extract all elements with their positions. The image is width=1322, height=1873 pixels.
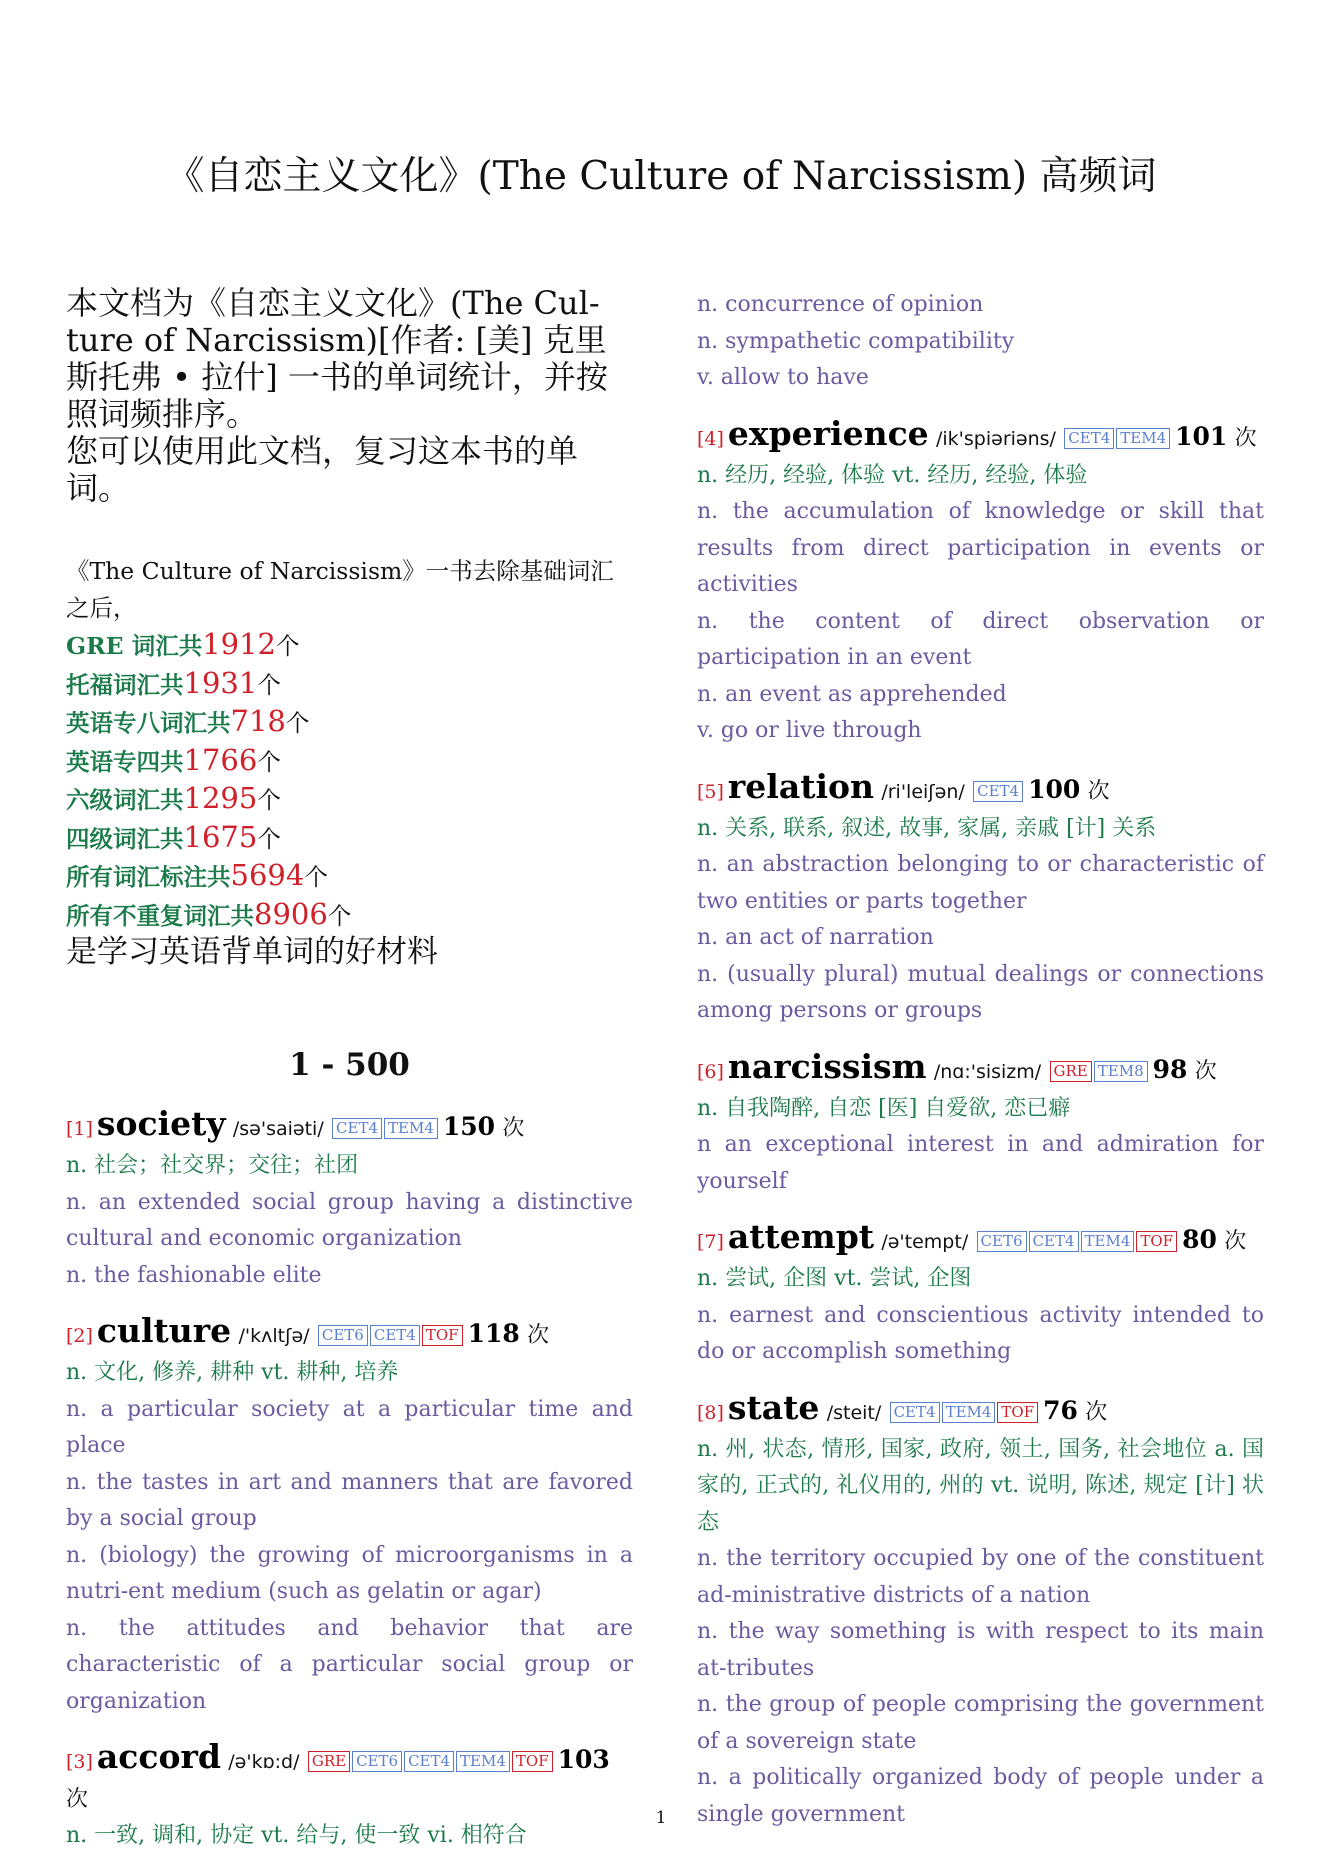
entry-index: [7] [697,1231,724,1253]
word-entry [66,1738,633,1855]
stat-row [66,742,633,781]
stat-number: 1675 [183,819,258,854]
stats-lead: 《The Culture of Narcissism》一书去除基础词汇之后， [66,557,614,622]
stat-number: 8906 [254,896,328,931]
entry-headline [66,1312,633,1355]
page-title: 《自恋主义文化》(The Culture of Narcissism) 高频词 [165,154,1157,199]
word-entry [697,1389,1264,1834]
stat-number: 718 [230,704,286,738]
stat-unit: 个 [257,824,281,853]
word-entry [66,1105,633,1294]
stat-label: 六级词汇共 [66,786,184,814]
stat-row [66,896,633,935]
stat-row [66,819,633,858]
right-column [697,287,1264,1851]
headword: narcissism [727,1046,927,1086]
english-definition: n. the territory occupied by one of the constituent ad-ministrative districts of a nation [697,1546,1264,1608]
phonetic: /steit/ [826,1401,882,1424]
english-definition: n. a politically organized body of people under a single government [697,1765,1264,1827]
intro-line1: 本文档为《自恋主义文化》(The Cul-ture of Narcissism)[作者: [美] 克里斯托弗 • 拉什] 一书的单词统计，并按照词频排序。 [66,284,608,433]
english-definition: n. the accumulation of knowledge or skill that results from direct participation in events or activities [697,499,1264,597]
stat-label: 托福词汇共 [66,670,184,699]
stats-block [66,553,633,971]
exam-tag: CET4 [332,1118,382,1139]
phonetic: /ə'kɒ:d/ [228,1751,300,1773]
frequency-count: 76 [1043,1395,1078,1425]
count-unit: 次 [1234,425,1257,451]
chinese-definition: n. 自我陶醉, 自恋 [医] 自爱欲, 恋已癖 [697,1095,1071,1121]
headword: state [727,1387,820,1427]
exam-tag: CET4 [1029,1231,1079,1252]
count-unit: 次 [66,1787,89,1812]
exam-tag: CET6 [977,1231,1027,1252]
word-entry [66,1312,633,1720]
stat-unit: 个 [285,709,310,737]
exam-tag: GRE [1050,1061,1092,1082]
english-definition: n. (usually plural) mutual dealings or connections among persons or groups [697,961,1264,1023]
entry-index: [4] [697,427,724,450]
stat-number: 1912 [202,627,277,661]
phonetic: /ri'leiʃən/ [881,780,965,803]
headword: culture [96,1311,232,1350]
exam-tag: CET6 [318,1325,368,1346]
english-definition: n. the tastes in art and manners that are favored by a social group [66,1469,633,1531]
count-unit: 次 [1087,778,1110,804]
headword: relation [727,766,875,806]
exam-tag: CET4 [370,1325,420,1346]
stat-unit: 个 [327,901,352,930]
english-definition: n. an act of narration [697,925,934,950]
stat-unit: 个 [304,863,328,891]
english-definition: n. the content of direct observation or participation in an event [697,608,1264,670]
count-unit: 次 [1085,1399,1108,1425]
chinese-definition: n. 关系, 联系, 叙述, 故事, 家属, 亲戚 [计] 关系 [697,815,1157,841]
count-unit: 次 [502,1116,525,1141]
intro-block [66,285,633,507]
stat-number: 1766 [183,742,258,777]
english-definition: n. concurrence of opinion [697,292,984,317]
chinese-definition: n. 尝试, 企图 vt. 尝试, 企图 [697,1266,972,1291]
english-definition: n. sympathetic compatibility [697,328,1015,354]
exam-tag: TEM4 [456,1751,510,1772]
frequency-count: 103 [557,1745,610,1774]
frequency-count: 150 [442,1112,496,1141]
entry-headline [697,1048,1264,1091]
entry-index: [2] [66,1325,93,1347]
count-unit: 次 [1194,1058,1217,1084]
stat-label: GRE 词汇共 [66,632,203,660]
english-definition: n. the fashionable elite [66,1262,322,1288]
entry-index: [5] [697,780,724,803]
frequency-count: 118 [467,1319,520,1348]
exam-tag: CET6 [352,1751,402,1772]
english-definition: n. (biology) the growing of microorganisms in a nutri-ent medium (such as gelatin or agar) [66,1542,633,1604]
stat-row [66,665,633,704]
exam-tag: TEM4 [384,1118,438,1139]
entry-index: [3] [66,1751,93,1773]
entry-index: [8] [697,1401,724,1424]
exam-tag: CET4 [404,1751,454,1772]
chinese-definition: n. 州, 状态, 情形, 国家, 政府, 领土, 国务, 社会地位 a. 国家的, 正式的, 礼仪用的, 州的 vt. 说明, 陈述, 规定 [计] 状态 [697,1436,1264,1535]
intro-line2: 您可以使用此文档，复习这本书的单词。 [66,432,579,507]
stat-unit: 个 [276,632,300,660]
page-number: 1 [655,1808,667,1828]
english-definition: v. allow to have [697,365,869,390]
chinese-definition: n. 社会；社交界；交往；社团 [66,1153,359,1178]
entry-index: [1] [66,1118,93,1140]
english-definition: v. go or live through [697,718,922,743]
exam-tag: GRE [308,1751,350,1772]
entry-headline [697,1218,1264,1261]
headword: experience [727,413,929,453]
entries-right [697,415,1264,1834]
exam-tag: CET4 [890,1402,940,1423]
headword: attempt [727,1217,875,1256]
entry-headline [697,1389,1264,1432]
headword: accord [96,1737,221,1776]
stat-row [66,857,633,896]
count-unit: 次 [527,1323,550,1348]
chinese-definition: n. 经历, 经验, 体验 vt. 经历, 经验, 体验 [697,462,1088,488]
english-definition: n. the group of people comprising the government of a sovereign state [697,1692,1264,1754]
exam-tag: TEM8 [1094,1061,1148,1082]
stat-row [66,780,633,819]
entries-left [66,1105,633,1855]
stat-unit: 个 [257,786,281,814]
stat-number: 1931 [183,665,258,700]
stat-number: 5694 [230,858,305,892]
exam-tag: CET4 [1064,428,1114,449]
phonetic: /nɑ:'sisizm/ [933,1060,1042,1083]
frequency-count: 80 [1182,1225,1217,1254]
english-definition: n. a particular society at a particular time and place [66,1396,633,1458]
word-entry [697,1218,1264,1371]
stat-label: 所有词汇标注共 [66,863,231,891]
left-column [66,285,633,1873]
stat-number: 1295 [183,781,258,815]
frequency-count: 101 [1175,421,1228,451]
english-definition: n. an extended social group having a distinctive cultural and economic organization [66,1189,633,1251]
phonetic: /sə'saiəti/ [232,1118,324,1140]
chinese-definition: n. 文化, 修养, 耕种 vt. 耕种, 培养 [66,1360,399,1385]
entry-headline [66,1105,633,1148]
exam-tag: CET4 [973,781,1023,802]
word-entry [697,768,1264,1030]
section-title: 1 - 500 [289,1047,410,1083]
stats-closing: 是学习英语背单词的好材料 [66,934,438,970]
phonetic: /ik'spiəriəns/ [935,427,1056,450]
english-definition: n. an event as apprehended [697,681,1007,707]
headword: society [96,1104,226,1143]
count-unit: 次 [1224,1229,1247,1254]
english-definition: n. the way something is with respect to its main at-tributes [697,1619,1264,1681]
exam-tag: TEM4 [942,1402,996,1423]
exam-tag: TOF [512,1751,553,1772]
exam-tag: TOF [1136,1231,1177,1252]
phonetic: /ə'tempt/ [881,1231,969,1253]
carry-over-definitions [697,287,1264,397]
stat-label: 所有不重复词汇共 [66,901,254,930]
frequency-count: 100 [1028,774,1081,804]
english-definition: n. an abstraction belonging to or characteristic of two entities or parts together [697,852,1264,914]
exam-tag: TEM4 [1081,1231,1135,1252]
stat-unit: 个 [257,747,281,776]
stat-unit: 个 [257,670,281,699]
stat-label: 四级词汇共 [66,824,184,853]
english-definition: n. earnest and conscientious activity intended to do or accomplish something [697,1302,1264,1364]
stat-row [66,626,633,665]
stat-label: 英语专八词汇共 [66,709,231,737]
entry-headline [66,1738,633,1818]
exam-tag: TOF [997,1402,1038,1423]
english-definition: n an exceptional interest in and admiration for yourself [697,1132,1264,1194]
entry-headline [697,768,1264,811]
stat-label: 英语专四共 [66,747,184,776]
chinese-definition: n. 一致, 调和, 协定 vt. 给与, 使一致 vi. 相符合 [66,1823,527,1848]
english-definition: n. the attitudes and behavior that are characteristic of a particular social group or organization [66,1615,633,1714]
stat-row [66,703,633,742]
entry-headline [697,415,1264,458]
stat-rows [66,626,633,934]
word-entry [697,1048,1264,1201]
frequency-count: 98 [1152,1054,1188,1084]
entry-index: [6] [697,1060,724,1083]
word-entry [697,415,1264,750]
exam-tag: TOF [422,1325,463,1346]
exam-tag: TEM4 [1116,428,1170,449]
phonetic: /'kʌltʃə/ [238,1325,310,1347]
